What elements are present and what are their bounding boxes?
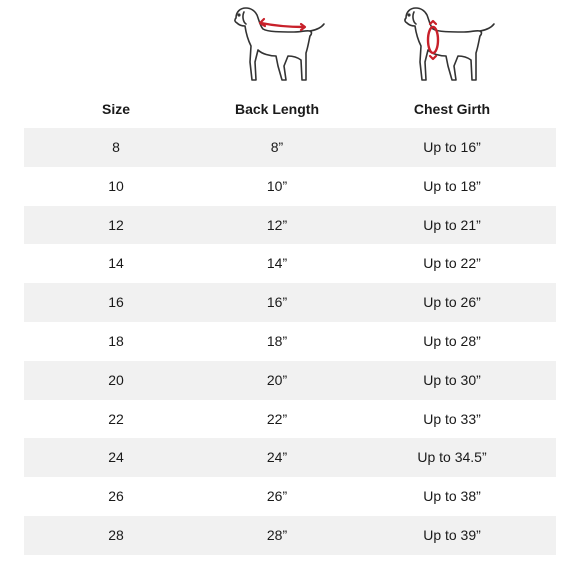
cell-back-length: 12”: [266, 216, 288, 233]
cell-chest-girth: Up to 34.5”: [417, 449, 487, 466]
table-header: [24, 96, 556, 122]
cell-size: 18: [108, 332, 124, 349]
size-table-body: [24, 128, 556, 555]
cell-size: 12: [108, 216, 124, 233]
table-row: [24, 400, 556, 439]
table-row: [24, 361, 556, 400]
header-back-length: Back Length: [234, 101, 319, 117]
header-size: Size: [101, 101, 130, 117]
cell-back-length: 22”: [266, 410, 288, 427]
cell-back-length: 28”: [266, 526, 288, 543]
table-row: [24, 438, 556, 477]
cell-size: 28: [108, 526, 124, 543]
cell-size: 24: [108, 449, 124, 466]
cell-chest-girth: Up to 38”: [423, 488, 481, 505]
cell-chest-girth: Up to 16”: [423, 139, 481, 155]
table-row: [24, 244, 556, 283]
cell-chest-girth: Up to 33”: [423, 410, 481, 427]
table-row: [24, 322, 556, 361]
dog-back-length-icon: [226, 0, 326, 92]
cell-back-length: 18”: [266, 332, 288, 349]
cell-size: 26: [108, 488, 124, 505]
table-row: [24, 516, 556, 555]
cell-back-length: 14”: [266, 255, 288, 272]
cell-size: 8: [112, 139, 120, 155]
cell-size: 16: [108, 294, 124, 311]
cell-size: 14: [108, 255, 124, 272]
cell-back-length: 10”: [266, 177, 288, 194]
cell-chest-girth: Up to 30”: [423, 371, 481, 388]
cell-size: 22: [108, 410, 124, 427]
cell-back-length: 20”: [266, 371, 288, 388]
cell-size: 10: [108, 177, 124, 194]
cell-chest-girth: Up to 39”: [423, 526, 481, 543]
cell-back-length: 8”: [270, 139, 284, 155]
table-row: [24, 167, 556, 206]
table-row: [24, 128, 556, 167]
dog-chest-girth-icon: [396, 0, 496, 92]
cell-chest-girth: Up to 21”: [423, 216, 481, 233]
cell-chest-girth: Up to 22”: [423, 255, 481, 272]
cell-chest-girth: Up to 18”: [423, 177, 481, 194]
table-row: [24, 477, 556, 516]
cell-chest-girth: Up to 28”: [423, 332, 481, 349]
cell-chest-girth: Up to 26”: [423, 294, 481, 311]
header-chest-girth: Chest Girth: [413, 101, 491, 117]
cell-back-length: 26”: [266, 488, 288, 505]
cell-back-length: 16”: [266, 294, 288, 311]
cell-back-length: 24”: [266, 449, 288, 466]
table-row: [24, 283, 556, 322]
table-row: [24, 206, 556, 245]
cell-size: 20: [108, 371, 124, 388]
